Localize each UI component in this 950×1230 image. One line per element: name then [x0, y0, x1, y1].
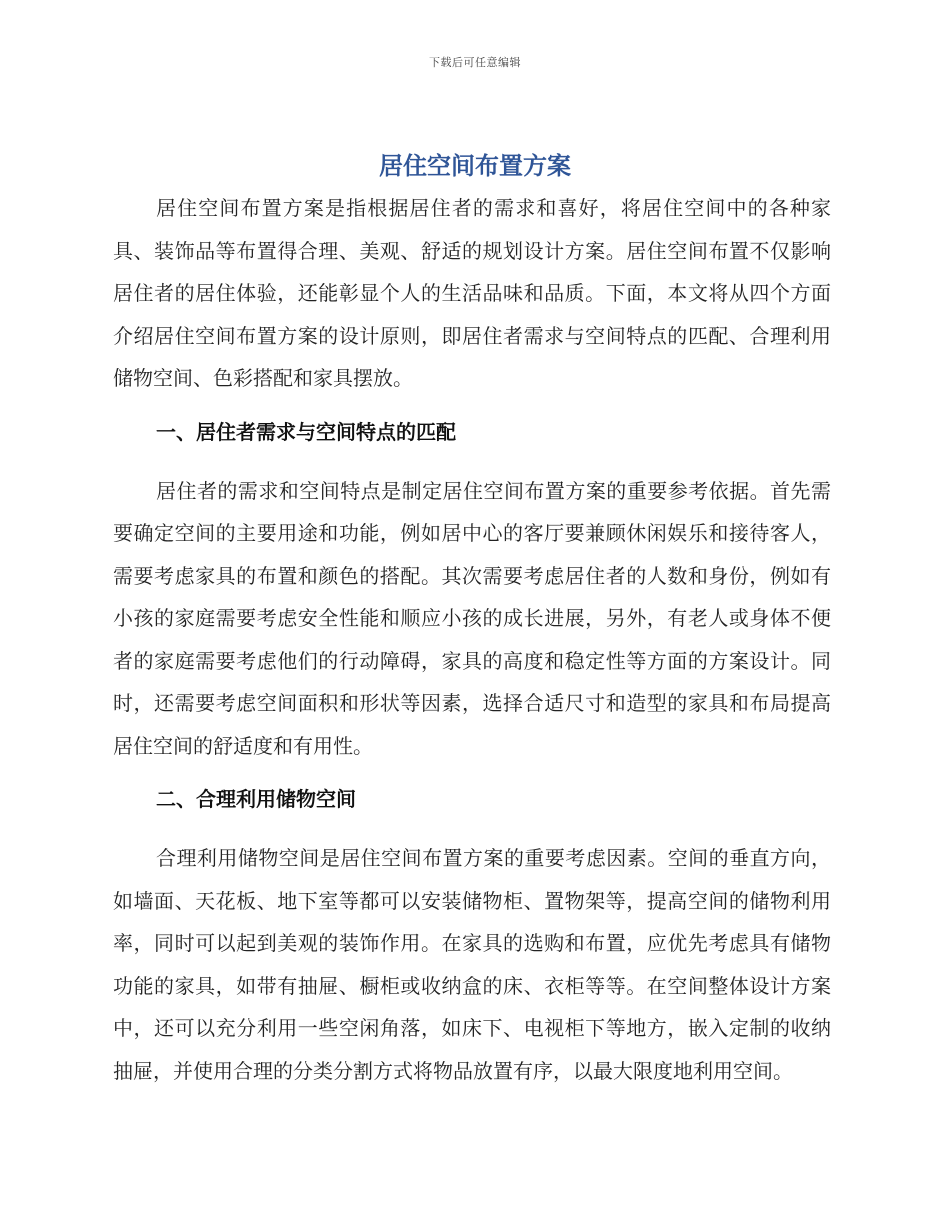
header-note: 下载后可任意编辑	[429, 56, 521, 69]
page-title: 居住空间布置方案	[379, 152, 571, 180]
section-heading-1: 一、居住者需求与空间特点的匹配	[156, 419, 456, 444]
document-body	[113, 187, 831, 1092]
section-heading-2: 二、合理利用储物空间	[156, 787, 356, 811]
section-paragraph-2: 合理利用储物空间是居住空间布置方案的重要考虑因素。空间的垂直方向，如墙面、天花板、地下室等都可以安装储物柜、置物架等，提高空间的储物利用率，同时可以起到美观的装饰作用。在家具的选购和布置，应优先考虑具有储物功能的家具，如带有抽屉、橱柜或收纳盒的床、衣柜等等。在空间整体设计方案中，还可以充分利用一些空闲角落，如床下、电视柜下等地方，嵌入定制的收纳抽屉，并使用合理的分类分割方式将物品放置有序，以最大限度地利用空间。	[113, 846, 831, 1083]
intro-paragraph: 居住空间布置方案是指根据居住者的需求和喜好，将居住空间中的各种家具、装饰品等布置得合理、美观、舒适的规划设计方案。居住空间布置不仅影响居住者的居住体验，还能彰显个人的生活品味和品质。下面，本文将从四个方面介绍居住空间布置方案的设计原则，即居住者需求与空间特点的匹配、合理利用储物空间、色彩搭配和家具摆放。	[113, 196, 831, 390]
section-paragraph-1: 居住者的需求和空间特点是制定居住空间布置方案的重要参考依据。首先需要确定空间的主要用途和功能，例如居中心的客厅要兼顾休闲娱乐和接待客人，需要考虑家具的布置和颜色的搭配。其次需要考虑居住者的人数和身份，例如有小孩的家庭需要考虑安全性能和顺应小孩的成长进展，另外，有老人或身体不便者的家庭需要考虑他们的行动障碍，家具的高度和稳定性等方面的方案设计。同时，还需要考虑空间面积和形状等因素，选择合适尺寸和造型的家具和布局提高居住空间的舒适度和有用性。	[113, 478, 831, 758]
